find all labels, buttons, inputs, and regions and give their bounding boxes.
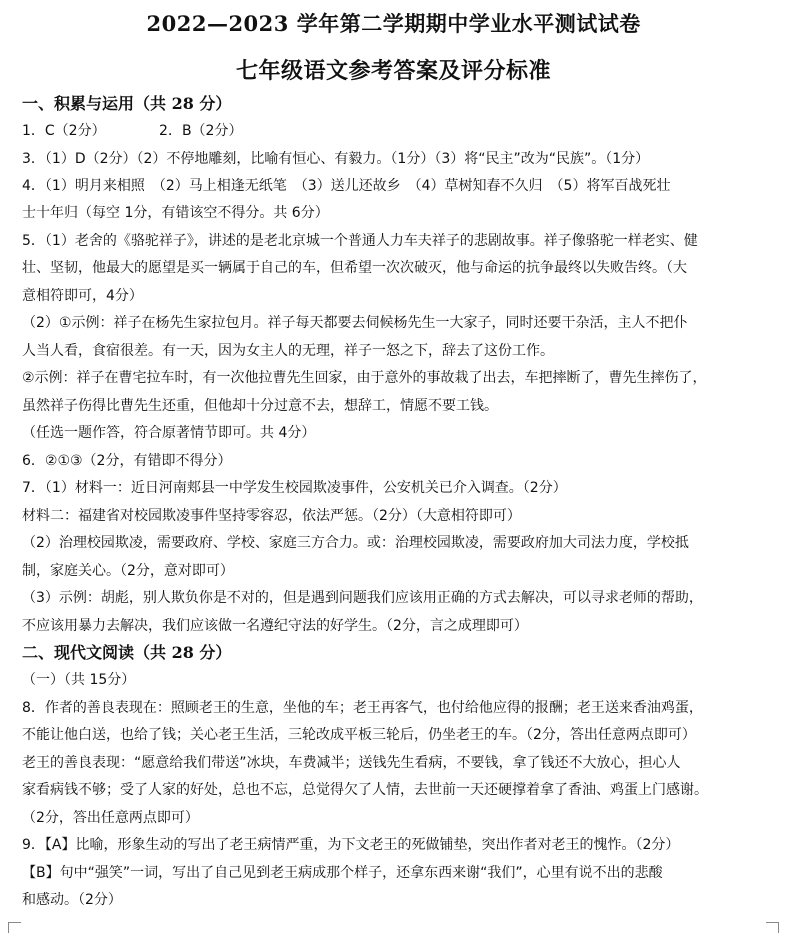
answer-line: （2分，答出任意两点即可） [22,810,199,826]
section-heading-2: 二、现代文阅读（共 28 分） [22,643,232,662]
answer-line: 老王的善良表现：“愿意给我们带送”冰块，车费减半；送钱先生看病，不要钱，拿了钱还不大放心，担心人 [22,755,681,771]
answer-line: （3）示例：胡彪，别人欺负你是不对的，但是遇到问题我们应该用正确的方式去解决，可以寻求老师的帮助， [22,590,703,606]
answer-line: 7．（1）材料一：近日河南郏县一中学发生校园欺凌事件，公安机关已介入调查。（2分） [22,480,567,496]
answer-line: 9．【A】比喻，形象生动的写出了老王病情严重，为下文老王的死做铺垫，突出作者对老王的愧怍。（2分） [22,837,680,853]
answer-line: 和感动。（2分） [22,892,122,908]
answer-line: 人当人看，食宿很差。有一天，因为女主人的无理，祥子一怒之下，辞去了这份工作。 [22,343,554,359]
answer-line: 不能让他白送，也给了钱；关心老王生活，三轮改成平板三轮后，仍坐老王的车。（2分，答出任意两点即可） [22,727,696,743]
answer-line: 4．（1）明月来相照 （2）马上相逢无纸笔 （3）送儿还故乡 （4）草树知春不久归 （5）将军百战死壮 [22,178,671,194]
answer-line: 制，家庭关心。（2分，意对即可） [22,563,234,579]
page-corner-mark [766,922,779,933]
answer-line: 8．作者的善良表现在：照顾老王的生意，坐他的车；老王再客气，也付给他应得的报酬；老王送来香油鸡蛋， [22,700,703,716]
answer-line: （2）①示例：祥子在杨先生家拉包月。祥子每天都要去伺候杨先生一大家子，同时还要干杂活，主人不把仆 [22,315,688,331]
answer-line: 1．C（2分） 2．B（2分） [22,123,243,139]
answer-line: （一）（共 15分） [22,672,136,688]
answer-line: 6．②①③（2分，有错即不得分） [22,453,232,469]
answer-line: 3．（1）D（2分）（2）不停地雕刻，比喻有恒心、有毅力。（1分）（3）将“民主”改为“民族”。（1分） [22,151,650,167]
answer-line: 士十年归（每空 1分，有错该空不得分。共 6分） [22,205,329,221]
answer-line: 5．（1）老舍的《骆驼祥子》，讲述的是老北京城一个普通人力车夫祥子的悲剧故事。祥子像骆驼一样老实、健 [22,233,698,249]
document-subtitle: 七年级语文参考答案及评分标准 [236,58,552,84]
answer-line: （2）治理校园欺凌，需要政府、学校、家庭三方合力。或：治理校园欺凌，需要政府加大司法力度，学校抵 [22,535,689,551]
answer-line: 材料二：福建省对校园欺凌事件坚持零容忍，依法严惩。（2分）（大意相符即可） [22,508,521,524]
page-corner-mark [8,922,21,933]
answer-line: 家看病钱不够；受了人家的好处，总也不忘，总觉得欠了人情，去世前一天还硬撑着拿了香油、鸡蛋上门感谢。 [22,782,708,798]
answer-line: ②示例：祥子在曹宅拉车时，有一次他拉曹先生回家，由于意外的事故栽了出去，车把摔断了，曹先生摔伤了， [22,370,707,386]
answer-line: 虽然祥子伤得比曹先生还重，但他却十分过意不去，想辞工，情愿不要工钱。 [22,398,498,414]
section-heading-1: 一、积累与运用（共 28 分） [22,94,232,113]
answer-line: 【B】句中“强笑”一词，写出了自己见到老王病成那个样子，还拿东西来谢“我们”，心里有说不出的悲酸 [22,865,663,881]
document-title: 2022—2023 学年第二学期期中学业水平测试试卷 [146,11,641,36]
answer-line: （任选一题作答，符合原著情节即可。共 4分） [22,425,316,441]
answer-line: 不应该用暴力去解决，我们应该做一名遵纪守法的好学生。（2分，言之成理即可） [22,618,528,634]
answer-line: 意相符即可，4分） [22,288,143,304]
answer-line: 壮、坚韧，他最大的愿望是买一辆属于自己的车，但希望一次次破灭，他与命运的抗争最终以失败告终。（大 [22,260,687,276]
